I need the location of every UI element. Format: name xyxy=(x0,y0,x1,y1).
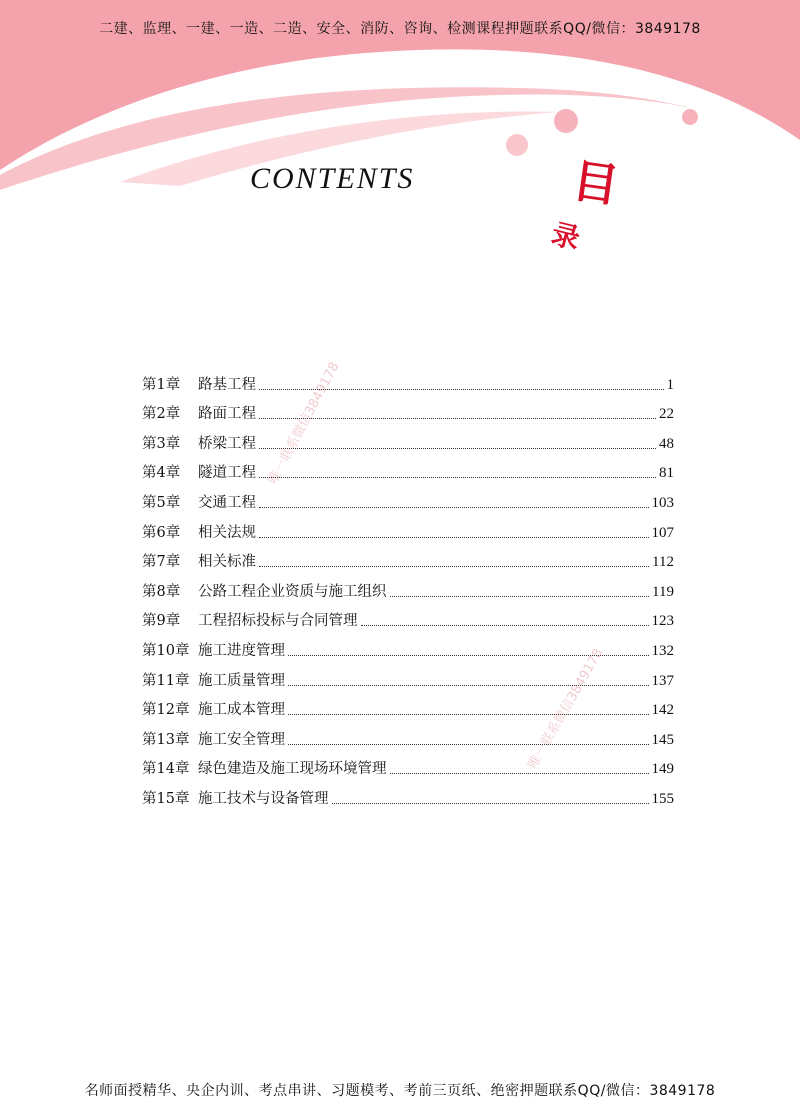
contents-title: CONTENTS xyxy=(250,162,415,195)
toc-page-number: 119 xyxy=(652,583,674,600)
toc-dot-leader xyxy=(288,685,649,686)
toc-dot-leader xyxy=(259,566,649,567)
toc-dot-leader xyxy=(259,507,649,508)
toc-entry[interactable] xyxy=(142,749,674,779)
footer-banner: 名师面授精华、央企内训、考点串讲、习题模考、考前三页纸、绝密押题联系QQ/微信：3849178 xyxy=(84,1083,716,1099)
toc-chapter-number: 第12章 xyxy=(142,702,190,719)
toc-dot-leader xyxy=(288,744,649,745)
title-char-mu: 目 xyxy=(569,153,623,213)
toc-page-number: 123 xyxy=(651,613,674,630)
toc-page-number: 81 xyxy=(659,465,674,482)
header-swoosh-decoration xyxy=(0,0,800,260)
toc-page-number: 103 xyxy=(651,494,674,511)
toc-chapter-title: 路面工程 xyxy=(198,406,256,423)
toc-chapter-number: 第15章 xyxy=(142,790,190,807)
toc-chapter-number: 第6章 xyxy=(142,524,181,541)
toc-entry[interactable] xyxy=(142,542,674,572)
toc-page-number: 145 xyxy=(651,731,674,748)
toc-chapter-number: 第14章 xyxy=(142,761,190,778)
toc-dot-leader xyxy=(390,773,649,774)
toc-dot-leader xyxy=(390,596,650,597)
toc-chapter-title: 绿色建造及施工现场环境管理 xyxy=(198,761,387,778)
toc-entry[interactable] xyxy=(142,512,674,542)
toc-page-number: 142 xyxy=(651,702,674,719)
toc-chapter-number: 第7章 xyxy=(142,554,181,571)
toc-entry[interactable] xyxy=(142,364,674,394)
table-of-contents xyxy=(142,364,674,808)
toc-chapter-title: 工程招标投标与合同管理 xyxy=(198,613,358,630)
toc-entry[interactable] xyxy=(142,719,674,749)
toc-chapter-title: 施工安全管理 xyxy=(198,731,285,748)
toc-chapter-number: 第8章 xyxy=(142,583,181,600)
toc-chapter-title: 公路工程企业资质与施工组织 xyxy=(198,583,387,600)
header-banner: 二建、监理、一建、一造、二造、安全、消防、咨询、检测课程押题联系QQ/微信：3849178 xyxy=(99,21,701,37)
toc-chapter-number: 第10章 xyxy=(142,642,190,659)
toc-dot-leader xyxy=(288,714,649,715)
toc-chapter-title: 施工质量管理 xyxy=(198,672,285,689)
toc-chapter-title: 路基工程 xyxy=(198,376,256,393)
toc-page-number: 22 xyxy=(659,406,674,423)
toc-dot-leader xyxy=(259,448,656,449)
toc-chapter-title: 桥梁工程 xyxy=(198,435,256,452)
toc-chapter-title: 隧道工程 xyxy=(198,465,256,482)
toc-chapter-number: 第4章 xyxy=(142,465,181,482)
toc-chapter-title: 相关标准 xyxy=(198,554,256,571)
toc-chapter-number: 第9章 xyxy=(142,613,181,630)
toc-chapter-number: 第1章 xyxy=(142,376,181,393)
toc-entry[interactable] xyxy=(142,453,674,483)
toc-dot-leader xyxy=(259,418,656,419)
toc-dot-leader xyxy=(259,477,656,478)
toc-chapter-title: 交通工程 xyxy=(198,494,256,511)
toc-page-number: 112 xyxy=(652,554,674,571)
toc-chapter-title: 施工技术与设备管理 xyxy=(198,790,329,807)
toc-chapter-number: 第11章 xyxy=(142,672,190,689)
toc-page-number: 137 xyxy=(651,672,674,689)
toc-entry[interactable] xyxy=(142,601,674,631)
toc-entry[interactable] xyxy=(142,423,674,453)
toc-page-number: 149 xyxy=(651,761,674,778)
title-char-lu: 录 xyxy=(548,217,584,256)
toc-entry[interactable] xyxy=(142,690,674,720)
toc-chapter-title: 施工进度管理 xyxy=(198,642,285,659)
toc-chapter-number: 第13章 xyxy=(142,731,190,748)
toc-chapter-title: 相关法规 xyxy=(198,524,256,541)
watermark: 唯一联系微信3849178 xyxy=(265,359,343,487)
toc-entry[interactable] xyxy=(142,571,674,601)
watermark: 唯一联系微信3849178 xyxy=(525,646,607,772)
toc-page-number: 1 xyxy=(666,376,674,393)
toc-chapter-number: 第2章 xyxy=(142,406,181,423)
toc-chapter-number: 第5章 xyxy=(142,494,181,511)
toc-entry[interactable] xyxy=(142,778,674,808)
toc-page-number: 107 xyxy=(651,524,674,541)
toc-dot-leader xyxy=(332,803,649,804)
toc-dot-leader xyxy=(361,625,649,626)
toc-chapter-title: 施工成本管理 xyxy=(198,702,285,719)
toc-page-number: 155 xyxy=(651,790,674,807)
toc-page-number: 48 xyxy=(659,435,674,452)
toc-chapter-number: 第3章 xyxy=(142,435,181,452)
toc-page-number: 132 xyxy=(651,642,674,659)
toc-entry[interactable] xyxy=(142,394,674,424)
toc-dot-leader xyxy=(259,537,649,538)
toc-entry[interactable] xyxy=(142,482,674,512)
